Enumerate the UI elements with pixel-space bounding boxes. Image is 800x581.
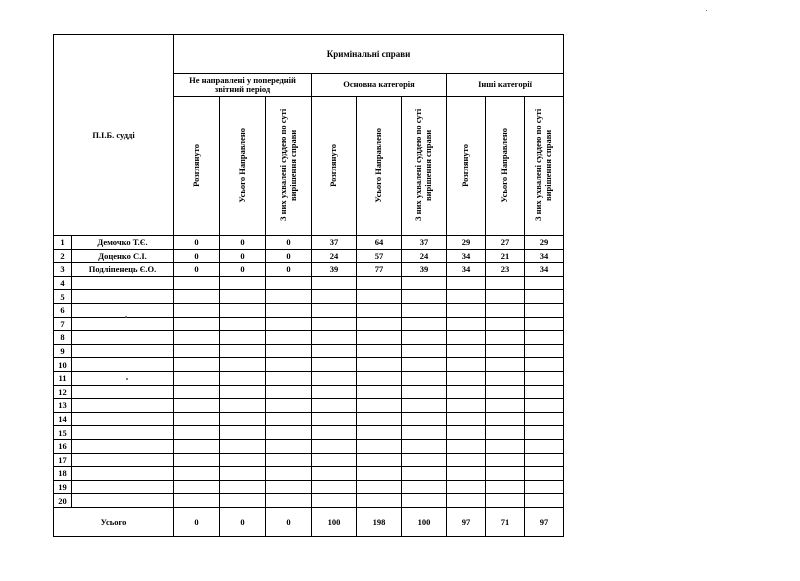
judge-name (72, 331, 174, 345)
column-header (486, 97, 525, 236)
data-cell (357, 344, 402, 358)
data-cell: 57 (357, 249, 402, 263)
data-cell (486, 399, 525, 413)
table-row (54, 467, 564, 481)
row-number: 16 (54, 439, 72, 453)
data-cell (220, 439, 266, 453)
data-cell (525, 358, 564, 372)
scan-speck (125, 316, 127, 318)
row-number: 7 (54, 317, 72, 331)
table-row (54, 494, 564, 508)
data-cell (266, 290, 312, 304)
data-cell (486, 276, 525, 290)
judge-name (72, 344, 174, 358)
table-row (54, 480, 564, 494)
row-number: 15 (54, 426, 72, 440)
table-row (54, 344, 564, 358)
data-cell (402, 276, 447, 290)
column-header-label: Розглянуто (190, 143, 201, 187)
group-header-main-category: Основна категорія (312, 74, 447, 97)
judge-name-header: П.І.Б. судді (54, 35, 174, 236)
table-row (54, 290, 564, 304)
data-cell (486, 467, 525, 481)
data-cell (486, 494, 525, 508)
data-cell (357, 399, 402, 413)
data-cell: 34 (525, 263, 564, 277)
data-cell (220, 494, 266, 508)
data-cell (402, 399, 447, 413)
total-cell: 0 (220, 507, 266, 536)
total-cell: 100 (312, 507, 357, 536)
data-cell (357, 467, 402, 481)
row-number: 3 (54, 263, 72, 277)
data-cell (266, 426, 312, 440)
data-cell (220, 412, 266, 426)
data-cell (525, 385, 564, 399)
data-cell (447, 426, 486, 440)
table-row (54, 399, 564, 413)
data-cell (525, 317, 564, 331)
row-number: 5 (54, 290, 72, 304)
table-row (54, 412, 564, 426)
judge-name: Доценко С.І. (72, 249, 174, 263)
data-cell (266, 480, 312, 494)
data-cell (486, 344, 525, 358)
data-cell (447, 303, 486, 317)
table-row (54, 249, 564, 263)
data-cell (220, 385, 266, 399)
data-cell (266, 371, 312, 385)
row-number: 9 (54, 344, 72, 358)
data-cell: 0 (174, 263, 220, 277)
data-cell (174, 290, 220, 304)
data-cell: 27 (486, 236, 525, 250)
data-cell (525, 439, 564, 453)
data-cell (402, 453, 447, 467)
data-cell (174, 399, 220, 413)
data-cell (402, 331, 447, 345)
table-row (54, 426, 564, 440)
data-cell (525, 426, 564, 440)
data-cell (174, 467, 220, 481)
data-cell: 0 (220, 263, 266, 277)
row-number: 4 (54, 276, 72, 290)
data-cell (312, 344, 357, 358)
data-cell: 0 (174, 249, 220, 263)
data-cell (174, 412, 220, 426)
data-cell (357, 276, 402, 290)
column-header (525, 97, 564, 236)
data-cell (525, 480, 564, 494)
data-cell: 0 (220, 249, 266, 263)
table-body (54, 236, 564, 508)
total-cell: 0 (266, 507, 312, 536)
data-cell (266, 276, 312, 290)
data-cell (447, 290, 486, 304)
data-cell (447, 344, 486, 358)
column-header (220, 97, 266, 236)
data-cell (357, 331, 402, 345)
column-header-label: З них ухвалені суддею по суті вирішення справи (413, 108, 434, 222)
data-cell (312, 439, 357, 453)
data-cell (447, 317, 486, 331)
data-cell (174, 439, 220, 453)
data-cell (266, 317, 312, 331)
data-cell (357, 453, 402, 467)
scan-speck (126, 378, 128, 380)
row-number: 20 (54, 494, 72, 508)
data-cell (174, 385, 220, 399)
criminal-cases-report-table (53, 34, 564, 537)
row-number: 1 (54, 236, 72, 250)
data-cell (312, 276, 357, 290)
data-cell (525, 453, 564, 467)
data-cell (312, 358, 357, 372)
group-header-previous-period: Не направлені у попередній звітний період (174, 74, 312, 97)
data-cell: 34 (447, 263, 486, 277)
data-cell: 0 (174, 236, 220, 250)
data-cell (266, 453, 312, 467)
data-cell (447, 412, 486, 426)
data-cell (174, 276, 220, 290)
data-cell (312, 467, 357, 481)
data-cell (266, 399, 312, 413)
data-cell (486, 480, 525, 494)
data-cell: 21 (486, 249, 525, 263)
data-cell (266, 344, 312, 358)
row-number: 14 (54, 412, 72, 426)
data-cell (525, 371, 564, 385)
data-cell (402, 439, 447, 453)
judge-name (72, 412, 174, 426)
judge-name: Демочко Т.Є. (72, 236, 174, 250)
data-cell (402, 467, 447, 481)
data-cell (220, 426, 266, 440)
judge-name (72, 385, 174, 399)
data-cell (312, 317, 357, 331)
data-cell (357, 439, 402, 453)
data-cell (312, 331, 357, 345)
total-cell: 100 (402, 507, 447, 536)
data-cell (402, 344, 447, 358)
total-cell: 198 (357, 507, 402, 536)
data-cell (174, 344, 220, 358)
table-row (54, 385, 564, 399)
judge-name (72, 290, 174, 304)
data-cell (486, 303, 525, 317)
data-cell (220, 290, 266, 304)
data-cell (486, 331, 525, 345)
judge-name (72, 480, 174, 494)
data-cell (447, 276, 486, 290)
data-cell (312, 480, 357, 494)
data-cell (357, 412, 402, 426)
table-row (54, 263, 564, 277)
data-cell: 0 (266, 236, 312, 250)
data-cell (525, 331, 564, 345)
data-cell (447, 371, 486, 385)
data-cell: 23 (486, 263, 525, 277)
row-number: 10 (54, 358, 72, 372)
row-number: 8 (54, 331, 72, 345)
data-cell (447, 331, 486, 345)
column-header-label: Усього Направлено (236, 127, 247, 203)
data-cell (486, 358, 525, 372)
row-number: 19 (54, 480, 72, 494)
data-cell: 37 (402, 236, 447, 250)
data-cell (174, 303, 220, 317)
data-cell: 29 (525, 236, 564, 250)
table-row (54, 371, 564, 385)
table-row (54, 453, 564, 467)
judge-name (72, 371, 174, 385)
criminal-cases-header: Кримінальні справи (174, 35, 564, 74)
table-row (54, 276, 564, 290)
judge-name (72, 276, 174, 290)
data-cell: 39 (402, 263, 447, 277)
data-cell (220, 331, 266, 345)
data-cell (174, 371, 220, 385)
data-cell (447, 494, 486, 508)
data-cell (174, 426, 220, 440)
data-cell (402, 303, 447, 317)
data-cell (312, 399, 357, 413)
total-row (54, 507, 564, 536)
row-number: 18 (54, 467, 72, 481)
data-cell (266, 385, 312, 399)
data-cell (402, 290, 447, 304)
data-cell (174, 453, 220, 467)
row-number: 11 (54, 371, 72, 385)
data-cell (447, 358, 486, 372)
column-header-label: Усього Направлено (499, 127, 510, 203)
data-cell (525, 412, 564, 426)
data-cell: 34 (447, 249, 486, 263)
data-cell (312, 453, 357, 467)
row-number: 2 (54, 249, 72, 263)
data-cell (174, 331, 220, 345)
data-cell (447, 453, 486, 467)
column-header (312, 97, 357, 236)
column-header-label: З них ухвалені суддею по суті вирішення справи (277, 108, 298, 222)
data-cell (402, 412, 447, 426)
data-cell: 24 (402, 249, 447, 263)
data-cell (486, 385, 525, 399)
judge-name (72, 426, 174, 440)
data-cell (402, 480, 447, 494)
data-cell (220, 276, 266, 290)
data-cell (174, 494, 220, 508)
judge-name (72, 358, 174, 372)
column-header (174, 97, 220, 236)
data-cell (266, 331, 312, 345)
data-cell (525, 344, 564, 358)
data-cell (357, 385, 402, 399)
data-cell (266, 467, 312, 481)
data-cell: 0 (266, 263, 312, 277)
data-cell (174, 358, 220, 372)
data-cell: 64 (357, 236, 402, 250)
data-cell (525, 276, 564, 290)
data-cell (402, 358, 447, 372)
data-cell (357, 317, 402, 331)
data-cell (220, 453, 266, 467)
column-header (402, 97, 447, 236)
data-cell (312, 290, 357, 304)
data-cell (266, 303, 312, 317)
scan-speck (706, 10, 707, 11)
data-cell (486, 412, 525, 426)
data-cell (447, 399, 486, 413)
data-cell: 0 (220, 236, 266, 250)
data-cell (525, 467, 564, 481)
judge-name (72, 399, 174, 413)
column-header (447, 97, 486, 236)
total-cell: 97 (525, 507, 564, 536)
data-cell (486, 371, 525, 385)
data-cell (486, 439, 525, 453)
data-cell (402, 426, 447, 440)
table-row (54, 236, 564, 250)
data-cell (525, 303, 564, 317)
table-row (54, 331, 564, 345)
data-cell (402, 385, 447, 399)
data-cell (266, 494, 312, 508)
data-cell (357, 494, 402, 508)
data-cell (312, 303, 357, 317)
data-cell (357, 480, 402, 494)
data-cell (357, 358, 402, 372)
column-header-label: Розглянуто (460, 143, 471, 187)
data-cell (220, 467, 266, 481)
data-cell: 37 (312, 236, 357, 250)
data-cell (402, 371, 447, 385)
data-cell (447, 385, 486, 399)
data-cell (220, 480, 266, 494)
data-cell (312, 426, 357, 440)
data-cell (402, 317, 447, 331)
table-row (54, 317, 564, 331)
column-header-label: Розглянуто (328, 143, 339, 187)
judge-name (72, 439, 174, 453)
judge-name (72, 317, 174, 331)
data-cell (525, 290, 564, 304)
data-cell (357, 371, 402, 385)
data-cell (312, 385, 357, 399)
column-header-label: З них ухвалені суддею по суті вирішення справи (533, 108, 554, 222)
data-cell (312, 494, 357, 508)
row-number: 6 (54, 303, 72, 317)
column-header-label: Усього Направлено (373, 127, 384, 203)
data-cell (357, 290, 402, 304)
data-cell (486, 317, 525, 331)
column-header (357, 97, 402, 236)
judge-name: Подліпенець Є.О. (72, 263, 174, 277)
data-cell: 39 (312, 263, 357, 277)
judge-name (72, 303, 174, 317)
data-cell (447, 467, 486, 481)
data-cell (312, 412, 357, 426)
data-cell: 24 (312, 249, 357, 263)
total-label: Усього (54, 507, 174, 536)
judge-name (72, 494, 174, 508)
total-cell: 97 (447, 507, 486, 536)
data-cell: 0 (266, 249, 312, 263)
data-cell (266, 358, 312, 372)
data-cell (486, 290, 525, 304)
table-row (54, 303, 564, 317)
data-cell (266, 412, 312, 426)
data-cell (486, 426, 525, 440)
data-cell (447, 480, 486, 494)
data-cell (220, 358, 266, 372)
group-header-other-categories: Інші категорії (447, 74, 564, 97)
data-cell (357, 426, 402, 440)
judge-name (72, 467, 174, 481)
data-cell (220, 399, 266, 413)
total-cell: 71 (486, 507, 525, 536)
table-row (54, 358, 564, 372)
data-cell (174, 480, 220, 494)
column-header (266, 97, 312, 236)
table-row (54, 439, 564, 453)
row-number: 12 (54, 385, 72, 399)
row-number: 17 (54, 453, 72, 467)
data-cell (220, 344, 266, 358)
data-cell (220, 371, 266, 385)
row-number: 13 (54, 399, 72, 413)
data-cell (220, 317, 266, 331)
data-cell (402, 494, 447, 508)
data-cell (525, 399, 564, 413)
total-cell: 0 (174, 507, 220, 536)
judge-name (72, 453, 174, 467)
data-cell (525, 494, 564, 508)
data-cell (174, 317, 220, 331)
data-cell (486, 453, 525, 467)
data-cell (220, 303, 266, 317)
data-cell (312, 371, 357, 385)
data-cell: 77 (357, 263, 402, 277)
data-cell: 29 (447, 236, 486, 250)
data-cell (266, 439, 312, 453)
data-cell (357, 303, 402, 317)
data-cell (447, 439, 486, 453)
data-cell: 34 (525, 249, 564, 263)
